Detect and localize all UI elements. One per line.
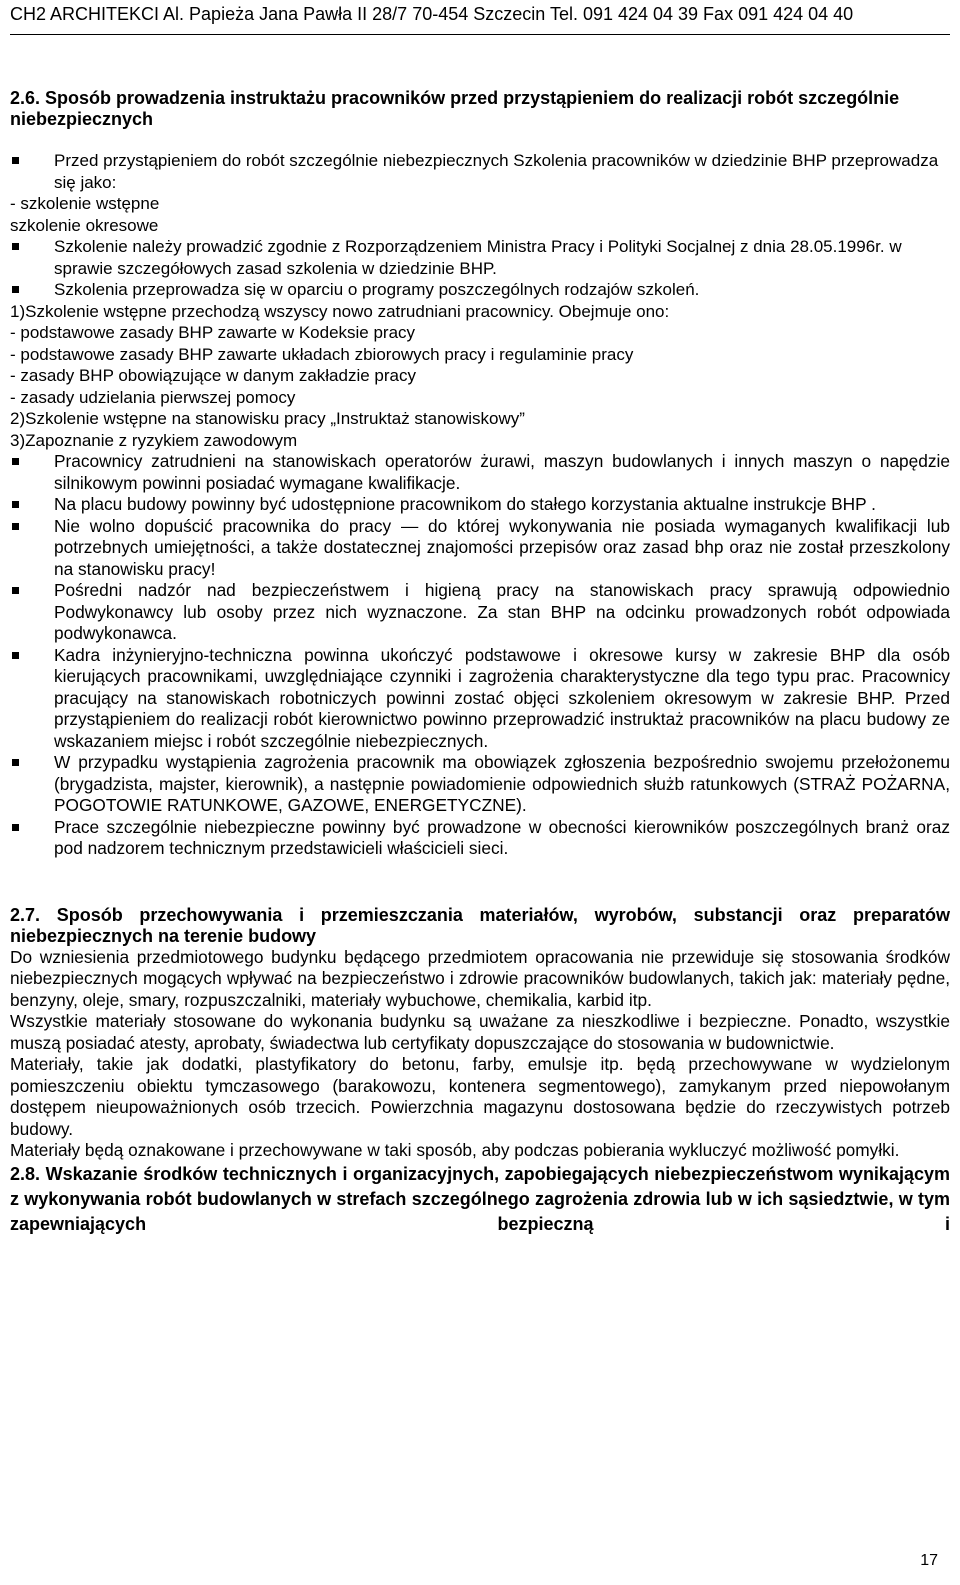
- paragraph: Materiały, takie jak dodatki, plastyfikatory do betonu, farby, emulsje itp. będą przechowywane w wydzielonym pomieszczeniu obiektu tymczasowego (barakowozu, kontenera segmentowego), zamykanym przed niepowołanym dostępem nieupoważnionych osób trzecich. Powierzchnia magazynu dostosowana będzie do rzeczywistych potrzeb budowy.: [10, 1054, 950, 1139]
- bullet-item: Pracownicy zatrudnieni na stanowiskach operatorów żurawi, maszyn budowlanych i innych maszyn o napędzie silnikowym powinni posiadać wymagane kwalifikacje.: [10, 451, 950, 494]
- section-2-6-bullets: [10, 451, 950, 860]
- text-line: - podstawowe zasady BHP zawarte w Kodeksie pracy: [10, 323, 416, 342]
- text-line: szkolenie okresowe: [10, 215, 159, 235]
- bullet-item: Nie wolno dopuścić pracownika do pracy — do której wykonywania nie posiada wymaganych kwalifikacji lub potrzebnych umiejętności, a także dostatecznej znajomości przepisów oraz zasad bhp oraz nie został przeszkolony na stanowisku pracy!: [10, 516, 950, 581]
- section-2-6-title: 2.6. Sposób prowadzenia instruktażu pracowników przed przystąpieniem do realizacji robót szczególnie niebezpiecznych: [10, 88, 900, 129]
- bullet-item: Kadra inżynieryjno-techniczna powinna ukończyć podstawowe i okresowe kursy w zakresie BHP dla osób kierujących pracownikami, uwzględniające czynniki i zagrożenia charakterystyczne dla tego typu prac. Pracownicy pracujący na stanowiskach robotniczych powinni zostać objęci szkoleniem okresowym w zakresie BHP. Przed przystąpieniem do realizacji robót kierownictwo powinno przeprowadzić instruktaż pracowników na placu budowy ze wskazaniem miejsc i robót szczególnie niebezpiecznych.: [10, 645, 950, 753]
- bullet-item: Na placu budowy powinny być udostępnione pracownikom do stałego korzystania aktualne instrukcje BHP .: [10, 494, 950, 516]
- document-body: [10, 88, 950, 1237]
- text-line: - szkolenie wstępne: [10, 194, 160, 213]
- text-line: 3)Zapoznanie z ryzykiem zawodowym: [10, 430, 298, 450]
- bullet-item: Pośredni nadzór nad bezpieczeństwem i higieną pracy na stanowiskach pracy sprawują odpowiednio Podwykonawcy lub osoby przez nich wyznaczone. Za stan BHP na odcinku prowadzonych robót odpowiada podwykonawca.: [10, 580, 950, 645]
- section-2-7-body: [10, 947, 950, 1162]
- header-text: CH2 ARCHITEKCI Al. Papieża Jana Pawła II 28/7 70-454 Szczecin Tel. 091 424 04 39 Fax 091 424 04 40: [10, 4, 854, 24]
- bullet-item: Przed przystąpieniem do robót szczególnie niebezpiecznych Szkolenia pracowników w dziedzinie BHP przeprowadza się jako:: [10, 150, 950, 193]
- text-line: - zasady BHP obowiązujące w danym zakładzie pracy: [10, 366, 416, 385]
- text-line: 2)Szkolenie wstępne na stanowisku pracy „Instruktaż stanowiskowy”: [10, 409, 525, 428]
- text-line: 1)Szkolenie wstępne przechodzą wszyscy nowo zatrudniani pracownicy. Obejmuje ono:: [10, 301, 670, 321]
- text-line: - zasady udzielania pierwszej pomocy: [10, 387, 296, 407]
- section-2-6-body: [10, 150, 950, 451]
- page-header: [10, 0, 950, 35]
- text-line: - podstawowe zasady BHP zawarte układach zbiorowych pracy i regulaminie pracy: [10, 344, 634, 364]
- bullet-item: Prace szczególnie niebezpieczne powinny być prowadzone w obecności kierowników poszczególnych branż oraz pod nadzorem technicznym przedstawicieli właścicieli sieci.: [10, 817, 950, 860]
- paragraph: Materiały będą oznakowane i przechowywane w taki sposób, aby podczas pobierania wykluczyć możliwość pomyłki.: [10, 1140, 900, 1160]
- bullet-item: Szkolenie należy prowadzić zgodnie z Rozporządzeniem Ministra Pracy i Polityki Socjalnej z dnia 28.05.1996r. w sprawie szczegółowych zasad szkolenia w dziedzinie BHP.: [10, 236, 950, 279]
- section-2-7-title: 2.7. Sposób przechowywania i przemieszczania materiałów, wyrobów, substancji oraz preparatów niebezpiecznych na terenie budowy: [10, 904, 950, 946]
- page-number: 17: [920, 1552, 938, 1569]
- bullet-item: Szkolenia przeprowadza się w oparciu o programy poszczególnych rodzajów szkoleń.: [10, 279, 950, 301]
- paragraph: Do wzniesienia przedmiotowego budynku będącego przedmiotem opracowania nie przewiduje się stosowania środków niebezpiecznych mogących wpływać na bezpieczeństwo i zdrowie pracowników budowlanych, takich jak: materiały pędne, benzyny, oleje, smary, rozpuszczalniki, materiały wybuchowe, chemikalia, karbid itp.: [10, 946, 950, 1010]
- paragraph: Wszystkie materiały stosowane do wykonania budynku są uważane za nieszkodliwe i bezpieczne. Ponadto, wszystkie muszą posiadać atesty, aprobaty, świadectwa lub certyfikaty dopuszczające do stosowania w budownictwie.: [10, 1011, 950, 1053]
- section-2-8-title: 2.8. Wskazanie środków technicznych i organizacyjnych, zapobiegających niebezpieczeństwom wynikającym z wykonywania robót budowlanych w strefach szczególnego zagrożenia zdrowia lub w ich sąsiedztwie, w tym zapewniających bezpieczną i: [10, 1163, 950, 1234]
- bullet-item: W przypadku wystąpienia zagrożenia pracownik ma obowiązek zgłoszenia bezpośrednio swojemu przełożonemu (brygadzista, majster, kierownik), a następnie powiadomienie odpowiednich służb ratunkowych (STRAŻ POŻARNA, POGOTOWIE RATUNKOWE, GAZOWE, ENERGETYCZNE).: [10, 752, 950, 817]
